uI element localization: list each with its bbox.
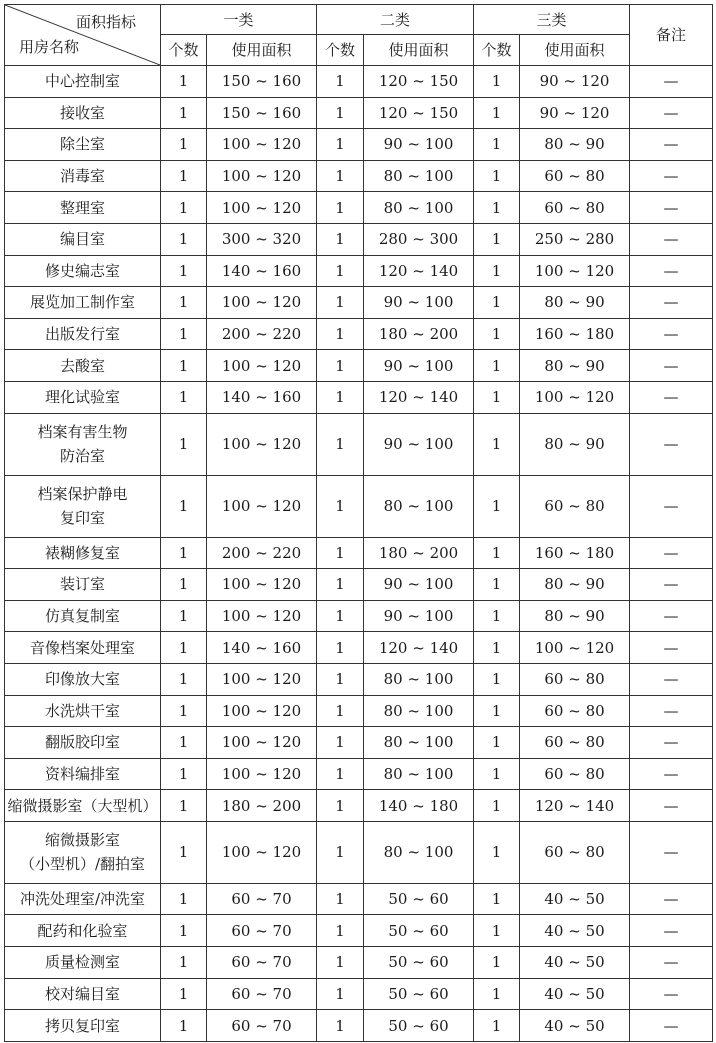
area-class-2: 50 ~ 60 — [364, 978, 474, 1010]
area-class-3: 60 ~ 80 — [520, 758, 630, 790]
header-row-1 — [5, 5, 713, 35]
count-class-3: 1 — [474, 223, 520, 255]
area-class-1: 100 ~ 120 — [207, 758, 317, 790]
count-class-1: 1 — [161, 569, 207, 601]
count-class-3: 1 — [474, 1010, 520, 1042]
table-row — [5, 727, 713, 759]
count-class-2: 1 — [317, 223, 364, 255]
area-class-3: 250 ~ 280 — [520, 223, 630, 255]
count-class-2: 1 — [317, 727, 364, 759]
table-row — [5, 413, 713, 475]
count-class-3: 1 — [474, 350, 520, 382]
count-class-2: 1 — [317, 978, 364, 1010]
table-row — [5, 66, 713, 98]
area-class-3: 60 ~ 80 — [520, 727, 630, 759]
area-class-3: 80 ~ 90 — [520, 600, 630, 632]
room-name: 音像档案处理室 — [29, 638, 135, 657]
remarks-cell: — — [630, 663, 713, 695]
area-class-3: 100 ~ 120 — [520, 381, 630, 413]
table-row — [5, 475, 713, 537]
remarks-cell: — — [630, 255, 713, 287]
room-name: 缩微摄影室（大型机） — [7, 796, 158, 815]
area-class-2: 50 ~ 60 — [364, 883, 474, 915]
area-class-2: 80 ~ 100 — [364, 475, 474, 537]
area-class-2: 140 ~ 180 — [364, 790, 474, 822]
count-class-2: 1 — [317, 129, 364, 161]
table-row — [5, 790, 713, 822]
count-class-2: 1 — [317, 97, 364, 129]
table-row — [5, 915, 713, 947]
room-name: 装订室 — [59, 575, 105, 594]
remarks-cell: — — [630, 915, 713, 947]
area-class-3: 120 ~ 140 — [520, 790, 630, 822]
area-class-1: 140 ~ 160 — [207, 381, 317, 413]
room-name: 中心控制室 — [44, 72, 120, 91]
area-class-2: 90 ~ 100 — [364, 600, 474, 632]
room-name: 冲洗处理室/冲洗室 — [19, 890, 146, 909]
count-class-1: 1 — [161, 632, 207, 664]
count-class-3: 1 — [474, 600, 520, 632]
remarks-cell: — — [630, 413, 713, 475]
count-class-1: 1 — [161, 160, 207, 192]
count-class-2: 1 — [317, 915, 364, 947]
area-class-3: 80 ~ 90 — [520, 569, 630, 601]
table-row — [5, 947, 713, 979]
count-class-2: 1 — [317, 569, 364, 601]
area-class-3: 40 ~ 50 — [520, 883, 630, 915]
count-class-3: 1 — [474, 537, 520, 569]
room-name-cell — [5, 695, 161, 727]
area-class-3: 160 ~ 180 — [520, 537, 630, 569]
room-name-cell — [5, 129, 161, 161]
table-row — [5, 318, 713, 350]
remarks-cell: — — [630, 695, 713, 727]
area-class-2: 90 ~ 100 — [364, 569, 474, 601]
room-name: 拷贝复印室 — [44, 1016, 120, 1035]
count-class-1: 1 — [161, 537, 207, 569]
count-header: 个数 — [161, 35, 207, 66]
count-class-2: 1 — [317, 1010, 364, 1042]
area-header: 使用面积 — [207, 35, 317, 66]
remarks-cell: — — [630, 600, 713, 632]
count-class-1: 1 — [161, 255, 207, 287]
count-class-3: 1 — [474, 821, 520, 883]
room-name: 整理室 — [59, 198, 105, 217]
remarks-cell: — — [630, 569, 713, 601]
count-class-1: 1 — [161, 663, 207, 695]
table-row — [5, 758, 713, 790]
count-class-3: 1 — [474, 947, 520, 979]
count-class-1: 1 — [161, 695, 207, 727]
table-row — [5, 663, 713, 695]
remarks-cell: — — [630, 381, 713, 413]
room-name-cell — [5, 663, 161, 695]
remarks-cell: — — [630, 790, 713, 822]
count-class-3: 1 — [474, 695, 520, 727]
room-name-line-2: 防治室 — [59, 447, 105, 466]
count-class-2: 1 — [317, 600, 364, 632]
room-name-cell — [5, 978, 161, 1010]
table-body — [5, 66, 713, 1042]
class-1-header: 一类 — [161, 5, 317, 35]
area-class-2: 50 ~ 60 — [364, 915, 474, 947]
room-name-cell — [5, 223, 161, 255]
area-class-1: 200 ~ 220 — [207, 318, 317, 350]
room-name: 出版发行室 — [44, 325, 120, 344]
count-class-3: 1 — [474, 255, 520, 287]
area-class-3: 90 ~ 120 — [520, 97, 630, 129]
area-class-2: 80 ~ 100 — [364, 192, 474, 224]
count-class-2: 1 — [317, 632, 364, 664]
area-class-1: 100 ~ 120 — [207, 287, 317, 319]
remarks-cell: — — [630, 537, 713, 569]
area-class-2: 120 ~ 140 — [364, 632, 474, 664]
count-class-3: 1 — [474, 883, 520, 915]
table-row — [5, 1010, 713, 1042]
count-class-2: 1 — [317, 318, 364, 350]
count-class-1: 1 — [161, 758, 207, 790]
count-class-2: 1 — [317, 381, 364, 413]
table-row — [5, 350, 713, 382]
area-class-1: 100 ~ 120 — [207, 413, 317, 475]
area-class-3: 80 ~ 90 — [520, 413, 630, 475]
room-name-cell — [5, 947, 161, 979]
count-class-2: 1 — [317, 160, 364, 192]
room-name-cell — [5, 97, 161, 129]
room-name-cell — [5, 160, 161, 192]
area-class-2: 80 ~ 100 — [364, 663, 474, 695]
room-name: 印像放大室 — [44, 670, 120, 689]
remarks-cell: — — [630, 978, 713, 1010]
count-class-2: 1 — [317, 413, 364, 475]
count-class-3: 1 — [474, 569, 520, 601]
count-class-1: 1 — [161, 318, 207, 350]
area-class-1: 100 ~ 120 — [207, 727, 317, 759]
remarks-cell: — — [630, 160, 713, 192]
room-name: 校对编目室 — [44, 984, 120, 1003]
table-row — [5, 129, 713, 161]
class-2-header: 二类 — [317, 5, 474, 35]
table-row — [5, 632, 713, 664]
area-class-2: 50 ~ 60 — [364, 947, 474, 979]
table-row — [5, 978, 713, 1010]
class-3-header: 三类 — [474, 5, 630, 35]
area-class-1: 100 ~ 120 — [207, 475, 317, 537]
area-class-3: 60 ~ 80 — [520, 475, 630, 537]
count-class-1: 1 — [161, 915, 207, 947]
area-class-1: 140 ~ 160 — [207, 632, 317, 664]
area-class-1: 180 ~ 200 — [207, 790, 317, 822]
count-class-1: 1 — [161, 821, 207, 883]
area-class-1: 100 ~ 120 — [207, 821, 317, 883]
count-class-3: 1 — [474, 727, 520, 759]
count-class-3: 1 — [474, 915, 520, 947]
area-class-3: 80 ~ 90 — [520, 350, 630, 382]
count-class-3: 1 — [474, 663, 520, 695]
room-name-cell — [5, 66, 161, 98]
count-class-2: 1 — [317, 255, 364, 287]
room-name-cell — [5, 915, 161, 947]
count-header: 个数 — [317, 35, 364, 66]
count-class-2: 1 — [317, 821, 364, 883]
count-class-1: 1 — [161, 790, 207, 822]
count-class-1: 1 — [161, 413, 207, 475]
count-class-1: 1 — [161, 475, 207, 537]
count-class-3: 1 — [474, 129, 520, 161]
area-class-3: 40 ~ 50 — [520, 915, 630, 947]
count-class-1: 1 — [161, 947, 207, 979]
count-class-1: 1 — [161, 97, 207, 129]
area-class-2: 80 ~ 100 — [364, 727, 474, 759]
count-class-3: 1 — [474, 790, 520, 822]
remarks-cell: — — [630, 287, 713, 319]
area-class-2: 280 ~ 300 — [364, 223, 474, 255]
count-class-2: 1 — [317, 663, 364, 695]
room-name: 修史编志室 — [44, 261, 120, 280]
area-class-3: 100 ~ 120 — [520, 632, 630, 664]
table-row — [5, 160, 713, 192]
count-class-1: 1 — [161, 66, 207, 98]
room-name-cell — [5, 758, 161, 790]
area-class-1: 200 ~ 220 — [207, 537, 317, 569]
area-class-1: 150 ~ 160 — [207, 97, 317, 129]
remarks-cell: — — [630, 475, 713, 537]
count-class-3: 1 — [474, 632, 520, 664]
area-class-2: 50 ~ 60 — [364, 1010, 474, 1042]
table-row — [5, 287, 713, 319]
count-class-3: 1 — [474, 192, 520, 224]
area-class-1: 100 ~ 120 — [207, 129, 317, 161]
area-class-1: 100 ~ 120 — [207, 192, 317, 224]
count-class-2: 1 — [317, 66, 364, 98]
room-name-cell — [5, 600, 161, 632]
count-class-3: 1 — [474, 978, 520, 1010]
area-class-2: 120 ~ 150 — [364, 97, 474, 129]
room-name-cell — [5, 790, 161, 822]
count-class-2: 1 — [317, 475, 364, 537]
room-name-cell — [5, 883, 161, 915]
table-row — [5, 223, 713, 255]
room-name-cell — [5, 569, 161, 601]
table-row — [5, 97, 713, 129]
area-class-3: 60 ~ 80 — [520, 821, 630, 883]
table-row — [5, 569, 713, 601]
count-class-3: 1 — [474, 160, 520, 192]
remarks-cell: — — [630, 947, 713, 979]
room-name-cell — [5, 821, 161, 883]
area-class-3: 60 ~ 80 — [520, 160, 630, 192]
area-class-3: 40 ~ 50 — [520, 1010, 630, 1042]
room-name: 档案有害生物 — [37, 423, 128, 442]
area-class-1: 140 ~ 160 — [207, 255, 317, 287]
count-class-2: 1 — [317, 947, 364, 979]
count-class-1: 1 — [161, 350, 207, 382]
room-name: 缩微摄影室 — [44, 831, 120, 850]
area-class-3: 90 ~ 120 — [520, 66, 630, 98]
room-name: 档案保护静电 — [37, 485, 128, 504]
room-name-cell — [5, 537, 161, 569]
table-row — [5, 255, 713, 287]
count-class-3: 1 — [474, 97, 520, 129]
area-class-2: 90 ~ 100 — [364, 413, 474, 475]
room-name: 仿真复制室 — [44, 607, 120, 626]
room-name-line-2: 复印室 — [59, 509, 105, 528]
area-class-1: 60 ~ 70 — [207, 978, 317, 1010]
room-name: 资料编排室 — [44, 764, 120, 783]
room-name-cell — [5, 727, 161, 759]
room-name: 裱糊修复室 — [44, 543, 120, 562]
area-class-3: 40 ~ 50 — [520, 978, 630, 1010]
remarks-cell: — — [630, 821, 713, 883]
room-name-cell — [5, 381, 161, 413]
area-class-3: 60 ~ 80 — [520, 192, 630, 224]
count-class-2: 1 — [317, 350, 364, 382]
area-class-1: 100 ~ 120 — [207, 600, 317, 632]
room-name-label: 用房名称 — [19, 38, 80, 56]
room-name-cell — [5, 192, 161, 224]
room-name: 翻版胶印室 — [44, 733, 120, 752]
area-class-3: 60 ~ 80 — [520, 663, 630, 695]
count-class-1: 1 — [161, 287, 207, 319]
count-class-2: 1 — [317, 287, 364, 319]
diagonal-header-cell — [5, 5, 161, 66]
count-class-2: 1 — [317, 695, 364, 727]
count-class-1: 1 — [161, 223, 207, 255]
room-name: 水洗烘干室 — [44, 701, 120, 720]
area-header: 使用面积 — [364, 35, 474, 66]
area-class-2: 90 ~ 100 — [364, 350, 474, 382]
table-row — [5, 381, 713, 413]
remarks-cell: — — [630, 350, 713, 382]
room-name: 编目室 — [59, 230, 105, 249]
count-class-3: 1 — [474, 758, 520, 790]
area-class-2: 80 ~ 100 — [364, 758, 474, 790]
table-row — [5, 192, 713, 224]
count-class-2: 1 — [317, 537, 364, 569]
area-class-2: 120 ~ 140 — [364, 255, 474, 287]
remarks-cell: — — [630, 66, 713, 98]
room-name: 去酸室 — [59, 356, 105, 375]
area-class-3: 60 ~ 80 — [520, 695, 630, 727]
count-class-1: 1 — [161, 192, 207, 224]
remarks-cell: — — [630, 758, 713, 790]
area-class-1: 150 ~ 160 — [207, 66, 317, 98]
area-indicator-label: 面积指标 — [75, 13, 136, 31]
remarks-cell: — — [630, 223, 713, 255]
room-name-cell — [5, 475, 161, 537]
area-class-1: 60 ~ 70 — [207, 883, 317, 915]
room-name-cell — [5, 632, 161, 664]
count-class-1: 1 — [161, 727, 207, 759]
remarks-cell: — — [630, 727, 713, 759]
room-name: 除尘室 — [59, 135, 105, 154]
area-class-2: 90 ~ 100 — [364, 129, 474, 161]
area-class-1: 100 ~ 120 — [207, 160, 317, 192]
area-class-3: 80 ~ 90 — [520, 287, 630, 319]
count-class-3: 1 — [474, 318, 520, 350]
count-class-3: 1 — [474, 66, 520, 98]
area-class-1: 60 ~ 70 — [207, 915, 317, 947]
room-name-cell — [5, 287, 161, 319]
count-class-2: 1 — [317, 790, 364, 822]
count-class-3: 1 — [474, 475, 520, 537]
area-class-2: 80 ~ 100 — [364, 821, 474, 883]
area-class-1: 100 ~ 120 — [207, 695, 317, 727]
count-class-1: 1 — [161, 600, 207, 632]
room-name-cell — [5, 1010, 161, 1042]
area-class-3: 100 ~ 120 — [520, 255, 630, 287]
area-header: 使用面积 — [520, 35, 630, 66]
remarks-cell: — — [630, 883, 713, 915]
area-class-3: 160 ~ 180 — [520, 318, 630, 350]
room-name-cell — [5, 255, 161, 287]
table-row — [5, 537, 713, 569]
area-class-1: 300 ~ 320 — [207, 223, 317, 255]
count-class-2: 1 — [317, 758, 364, 790]
area-class-1: 60 ~ 70 — [207, 1010, 317, 1042]
remarks-cell: — — [630, 192, 713, 224]
room-name: 质量检测室 — [44, 953, 120, 972]
room-name-line-2: （小型机）/翻拍室 — [19, 855, 146, 874]
count-class-3: 1 — [474, 413, 520, 475]
area-class-2: 80 ~ 100 — [364, 695, 474, 727]
table-row — [5, 883, 713, 915]
remarks-cell: — — [630, 318, 713, 350]
table-row — [5, 695, 713, 727]
table-row — [5, 600, 713, 632]
count-class-3: 1 — [474, 287, 520, 319]
count-class-1: 1 — [161, 129, 207, 161]
count-class-1: 1 — [161, 978, 207, 1010]
area-class-2: 90 ~ 100 — [364, 287, 474, 319]
count-class-1: 1 — [161, 381, 207, 413]
count-class-2: 1 — [317, 192, 364, 224]
remarks-header: 备注 — [630, 5, 713, 66]
area-class-2: 180 ~ 200 — [364, 537, 474, 569]
room-name-cell — [5, 350, 161, 382]
room-name: 理化试验室 — [44, 388, 120, 407]
room-name: 接收室 — [59, 103, 105, 122]
count-class-1: 1 — [161, 1010, 207, 1042]
area-class-2: 120 ~ 150 — [364, 66, 474, 98]
room-name: 消毒室 — [59, 167, 105, 186]
remarks-cell: — — [630, 129, 713, 161]
area-class-1: 100 ~ 120 — [207, 569, 317, 601]
room-name: 配药和化验室 — [37, 921, 128, 940]
count-class-2: 1 — [317, 883, 364, 915]
table-row — [5, 821, 713, 883]
area-class-3: 40 ~ 50 — [520, 947, 630, 979]
remarks-cell: — — [630, 97, 713, 129]
count-class-1: 1 — [161, 883, 207, 915]
remarks-cell: — — [630, 632, 713, 664]
area-class-3: 80 ~ 90 — [520, 129, 630, 161]
area-class-2: 80 ~ 100 — [364, 160, 474, 192]
remarks-cell: — — [630, 1010, 713, 1042]
area-class-2: 120 ~ 140 — [364, 381, 474, 413]
area-class-1: 100 ~ 120 — [207, 350, 317, 382]
count-class-3: 1 — [474, 381, 520, 413]
count-header: 个数 — [474, 35, 520, 66]
area-class-2: 180 ~ 200 — [364, 318, 474, 350]
room-name: 展览加工制作室 — [29, 293, 135, 312]
room-name-cell — [5, 318, 161, 350]
room-name-cell — [5, 413, 161, 475]
area-class-1: 60 ~ 70 — [207, 947, 317, 979]
room-area-table — [4, 4, 713, 1042]
area-class-1: 100 ~ 120 — [207, 663, 317, 695]
